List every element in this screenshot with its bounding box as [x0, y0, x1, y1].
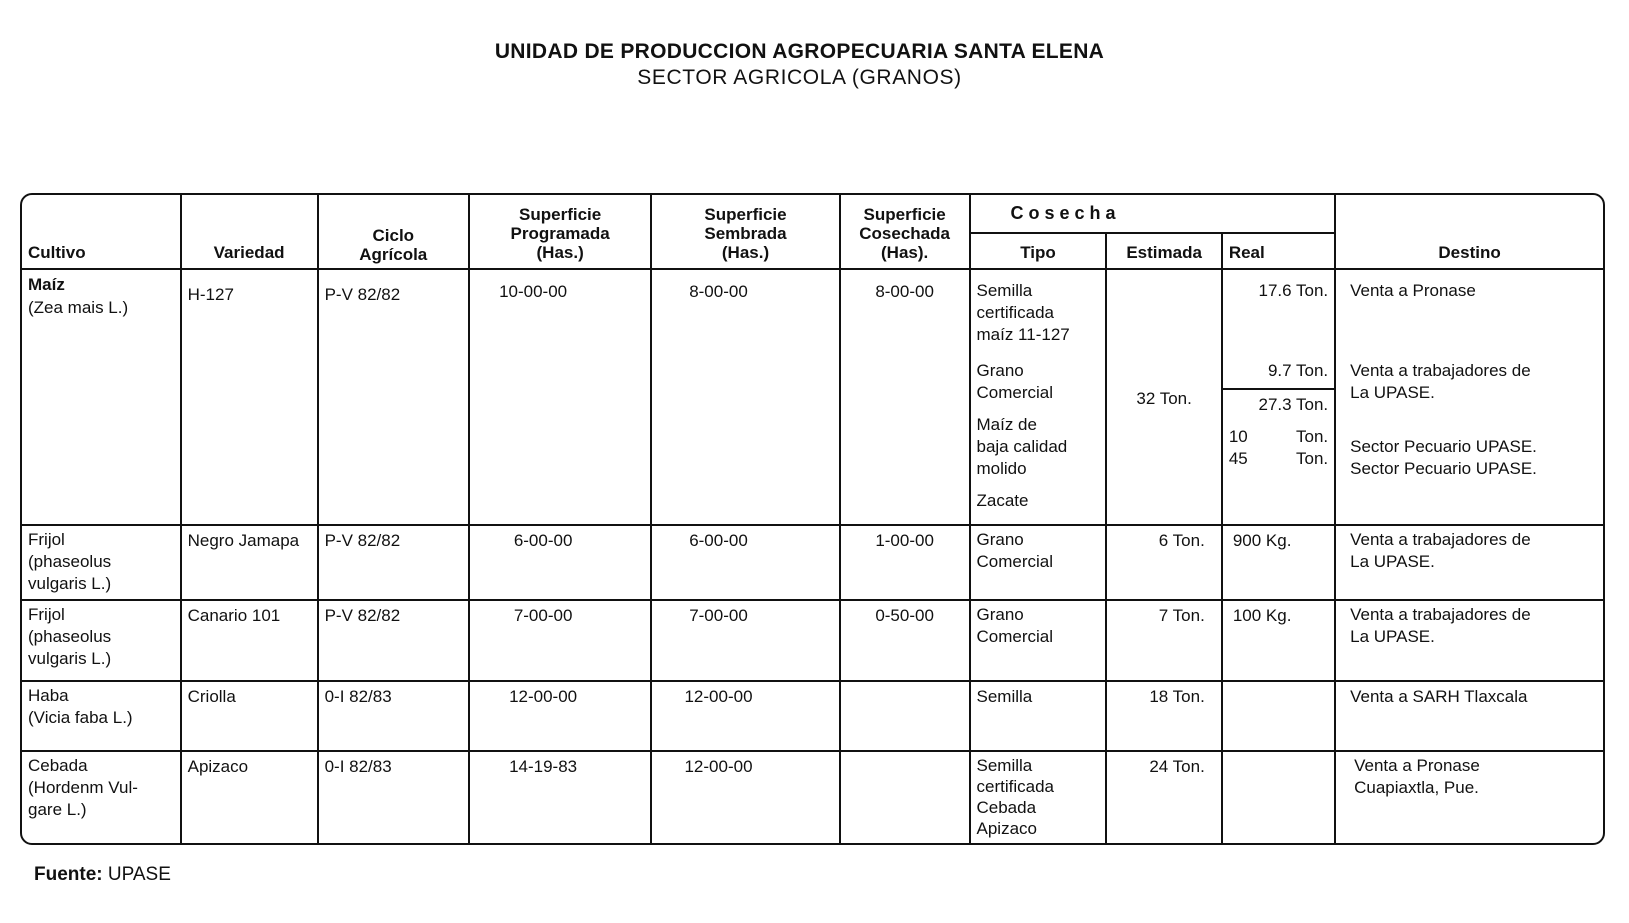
col-header-sup-programada	[469, 195, 651, 269]
source-note	[34, 864, 171, 886]
cultivo-name: Frijol	[28, 530, 65, 549]
cultivo-name: Cebada	[28, 755, 88, 775]
col-header-estimada: Estimada	[1106, 233, 1221, 269]
destino-line: La UPASE.	[1350, 383, 1435, 402]
variedad-value: Canario 101	[187, 606, 281, 626]
col-header-sup-cosechada-line3: (Has).	[881, 243, 929, 262]
cultivo-scientific: (Vicia faba L.)	[28, 708, 133, 728]
real-value	[1229, 448, 1328, 470]
table-row-haba	[22, 681, 1603, 750]
tipo-line: certificada	[976, 776, 1054, 796]
tipo-line: Apizaco	[976, 818, 1037, 838]
real-value: 17.6 Ton.	[1258, 281, 1329, 300]
real-unit: Ton.	[1295, 427, 1329, 446]
table-row-frijol-canario	[22, 600, 1603, 681]
col-header-sup-cosechada	[840, 195, 970, 269]
col-header-cultivo: Cultivo	[22, 195, 181, 269]
cultivo-name: Haba	[28, 686, 69, 706]
cell-tipo	[970, 751, 1107, 843]
col-header-sup-sembrada-line3: (Has.)	[721, 243, 770, 262]
col-header-ciclo-line1: Ciclo	[372, 226, 415, 245]
table-row-cebada	[22, 751, 1603, 843]
tipo-line: Grano	[976, 605, 1024, 625]
cell-cultivo	[22, 525, 181, 600]
cell-cultivo	[22, 600, 181, 681]
cell-estimada	[1106, 525, 1221, 600]
crops-table	[22, 195, 1603, 843]
cell-tipo	[970, 600, 1107, 681]
tipo-line: maíz 11-127	[976, 325, 1070, 344]
estimada-value: 24 Ton.	[1149, 756, 1205, 776]
tipo-line: Comercial	[976, 383, 1054, 402]
tipo-line: Cebada	[976, 797, 1037, 817]
cell-cultivo	[22, 751, 181, 843]
tipo-line: baja calidad	[976, 437, 1068, 456]
tipo-line: Semilla	[976, 687, 1033, 707]
variedad-value: H-127	[187, 285, 234, 304]
variedad-value: Apizaco	[187, 756, 249, 776]
cell-destino	[1335, 600, 1603, 681]
real-unit: Ton.	[1295, 449, 1329, 468]
cell-ciclo	[318, 525, 469, 600]
tipo-line: Grano	[976, 530, 1024, 549]
cell-cosechada	[840, 681, 970, 750]
cultivo-scientific: vulgaris L.)	[28, 649, 112, 669]
col-header-real: Real	[1222, 233, 1335, 269]
programada-value: 7-00-00	[513, 606, 573, 626]
sembrada-value: 12-00-00	[684, 687, 753, 707]
destino-line: La UPASE.	[1350, 627, 1435, 647]
cell-real	[1222, 681, 1335, 750]
cell-estimada	[1106, 751, 1221, 843]
destino-line: Venta a Pronase	[1350, 281, 1476, 300]
cell-variedad	[181, 525, 318, 600]
destino-line: Cuapiaxtla, Pue.	[1354, 777, 1479, 797]
table-header-row	[22, 195, 1603, 233]
estimada-value: 32 Ton.	[1136, 389, 1192, 408]
destino-line: Venta a trabajadores de	[1350, 605, 1531, 625]
destino-line: Venta a trabajadores de	[1350, 530, 1531, 549]
real-value	[1229, 426, 1328, 448]
source-label: Fuente:	[34, 864, 103, 885]
cultivo-scientific: (Hordenm Vul-	[28, 777, 138, 797]
cell-variedad	[181, 751, 318, 843]
cell-destino	[1335, 525, 1603, 600]
col-header-variedad: Variedad	[181, 195, 318, 269]
col-header-sup-sembrada-line2: Sembrada	[704, 224, 787, 243]
destino-line: Venta a Pronase	[1354, 755, 1480, 775]
col-header-sup-programada-line3: (Has.)	[536, 243, 584, 262]
destino-line: Venta a SARH Tlaxcala	[1350, 687, 1528, 707]
col-header-sup-sembrada-line1: Superficie	[704, 205, 787, 224]
destino-line: Sector Pecuario UPASE.	[1350, 459, 1537, 478]
cell-ciclo	[318, 751, 469, 843]
destino-line: Sector Pecuario UPASE.	[1350, 437, 1537, 456]
cell-estimada	[1106, 600, 1221, 681]
document-title: UNIDAD DE PRODUCCION AGROPECUARIA SANTA ELENA	[494, 40, 1105, 63]
variedad-value: Negro Jamapa	[187, 531, 300, 550]
sembrada-value: 8-00-00	[689, 282, 748, 301]
col-header-ciclo	[318, 195, 469, 269]
cell-estimada	[1106, 681, 1221, 750]
cell-programada	[469, 600, 651, 681]
programada-value: 10-00-00	[499, 282, 568, 301]
cell-real	[1222, 600, 1335, 681]
cell-cosechada	[840, 269, 970, 525]
sembrada-value: 7-00-00	[689, 606, 748, 626]
cultivo-scientific: vulgaris L.)	[28, 574, 112, 593]
cell-destino	[1335, 751, 1603, 843]
ciclo-value: 0-I 82/83	[324, 687, 392, 707]
cell-sembrada	[651, 525, 839, 600]
tipo-line: molido	[976, 459, 1027, 478]
cell-variedad	[181, 600, 318, 681]
cell-sembrada	[651, 751, 839, 843]
cosechada-value: 1-00-00	[875, 531, 934, 550]
real-value: 900 Kg.	[1232, 531, 1292, 550]
cell-real	[1222, 525, 1335, 600]
ciclo-value: 0-I 82/83	[324, 756, 392, 776]
real-divider	[1223, 388, 1334, 390]
estimada-value: 7 Ton.	[1158, 606, 1205, 626]
cell-real	[1222, 751, 1335, 843]
ciclo-value: P-V 82/82	[324, 531, 401, 550]
crops-table-frame	[20, 193, 1605, 845]
destino-line: Venta a trabajadores de	[1350, 361, 1531, 380]
tipo-line: Grano	[976, 361, 1024, 380]
cell-cosechada	[840, 525, 970, 600]
cell-tipo	[970, 269, 1107, 525]
col-header-sup-programada-line1: Superficie	[519, 205, 602, 224]
tipo-line: Maíz de	[976, 415, 1037, 434]
table-row-maiz	[22, 269, 1603, 525]
tipo-line: Comercial	[976, 627, 1054, 647]
cell-variedad	[181, 269, 318, 525]
document-subtitle: SECTOR AGRICOLA (GRANOS)	[637, 66, 962, 89]
destino-line: La UPASE.	[1350, 552, 1435, 571]
cultivo-scientific: (phaseolus	[28, 552, 112, 571]
cell-estimada	[1106, 269, 1221, 525]
sembrada-value: 6-00-00	[689, 531, 748, 550]
cell-tipo	[970, 525, 1107, 600]
cell-sembrada	[651, 681, 839, 750]
source-value: UPASE	[107, 864, 171, 885]
cell-real	[1222, 269, 1335, 525]
programada-value: 12-00-00	[509, 687, 578, 707]
col-header-sup-sembrada	[651, 195, 839, 269]
cultivo-scientific: gare L.)	[28, 799, 87, 819]
cell-cosechada	[840, 751, 970, 843]
cell-destino	[1335, 681, 1603, 750]
estimada-value: 18 Ton.	[1149, 687, 1205, 707]
col-header-sup-programada-line2: Programada	[510, 224, 610, 243]
estimada-value: 6 Ton.	[1158, 531, 1205, 550]
tipo-line: certificada	[976, 303, 1054, 322]
variedad-value: Criolla	[187, 687, 236, 707]
cultivo-scientific: (phaseolus	[28, 627, 112, 647]
real-value: 100 Kg.	[1232, 606, 1292, 626]
real-value: 9.7 Ton.	[1267, 361, 1329, 380]
cell-sembrada	[651, 600, 839, 681]
col-header-tipo: Tipo	[970, 233, 1107, 269]
real-number: 10	[1228, 427, 1248, 446]
cell-ciclo	[318, 600, 469, 681]
cell-programada	[469, 681, 651, 750]
cell-cultivo	[22, 269, 181, 525]
cell-ciclo	[318, 681, 469, 750]
cell-variedad	[181, 681, 318, 750]
col-header-sup-cosechada-line1: Superficie	[863, 205, 946, 224]
tipo-line: Semilla	[976, 755, 1033, 775]
cell-cosechada	[840, 600, 970, 681]
cell-programada	[469, 269, 651, 525]
programada-value: 14-19-83	[509, 756, 578, 776]
cell-sembrada	[651, 269, 839, 525]
table-row-frijol-negro	[22, 525, 1603, 600]
cell-tipo	[970, 681, 1107, 750]
col-header-destino: Destino	[1335, 195, 1603, 269]
cultivo-scientific: (Zea mais L.)	[28, 298, 129, 317]
col-header-sup-cosechada-line2: Cosechada	[859, 224, 950, 243]
col-header-cosecha: Cosecha	[970, 195, 1336, 233]
cell-ciclo	[318, 269, 469, 525]
sembrada-value: 12-00-00	[684, 756, 753, 776]
ciclo-value: P-V 82/82	[324, 285, 401, 304]
tipo-line: Zacate	[976, 491, 1029, 510]
cell-cultivo	[22, 681, 181, 750]
programada-value: 6-00-00	[513, 531, 573, 550]
cosechada-value: 8-00-00	[875, 282, 934, 301]
col-header-ciclo-line2: Agrícola	[359, 245, 428, 264]
cultivo-name: Frijol	[28, 605, 65, 625]
cell-destino	[1335, 269, 1603, 525]
cosechada-value: 0-50-00	[875, 606, 934, 626]
tipo-line: Semilla	[976, 281, 1033, 300]
cell-programada	[469, 751, 651, 843]
tipo-line: Comercial	[976, 552, 1054, 571]
cell-programada	[469, 525, 651, 600]
real-number: 45	[1228, 449, 1248, 468]
ciclo-value: P-V 82/82	[324, 606, 401, 626]
real-value: 27.3 Ton.	[1258, 395, 1329, 414]
cultivo-name: Maíz	[28, 275, 65, 294]
